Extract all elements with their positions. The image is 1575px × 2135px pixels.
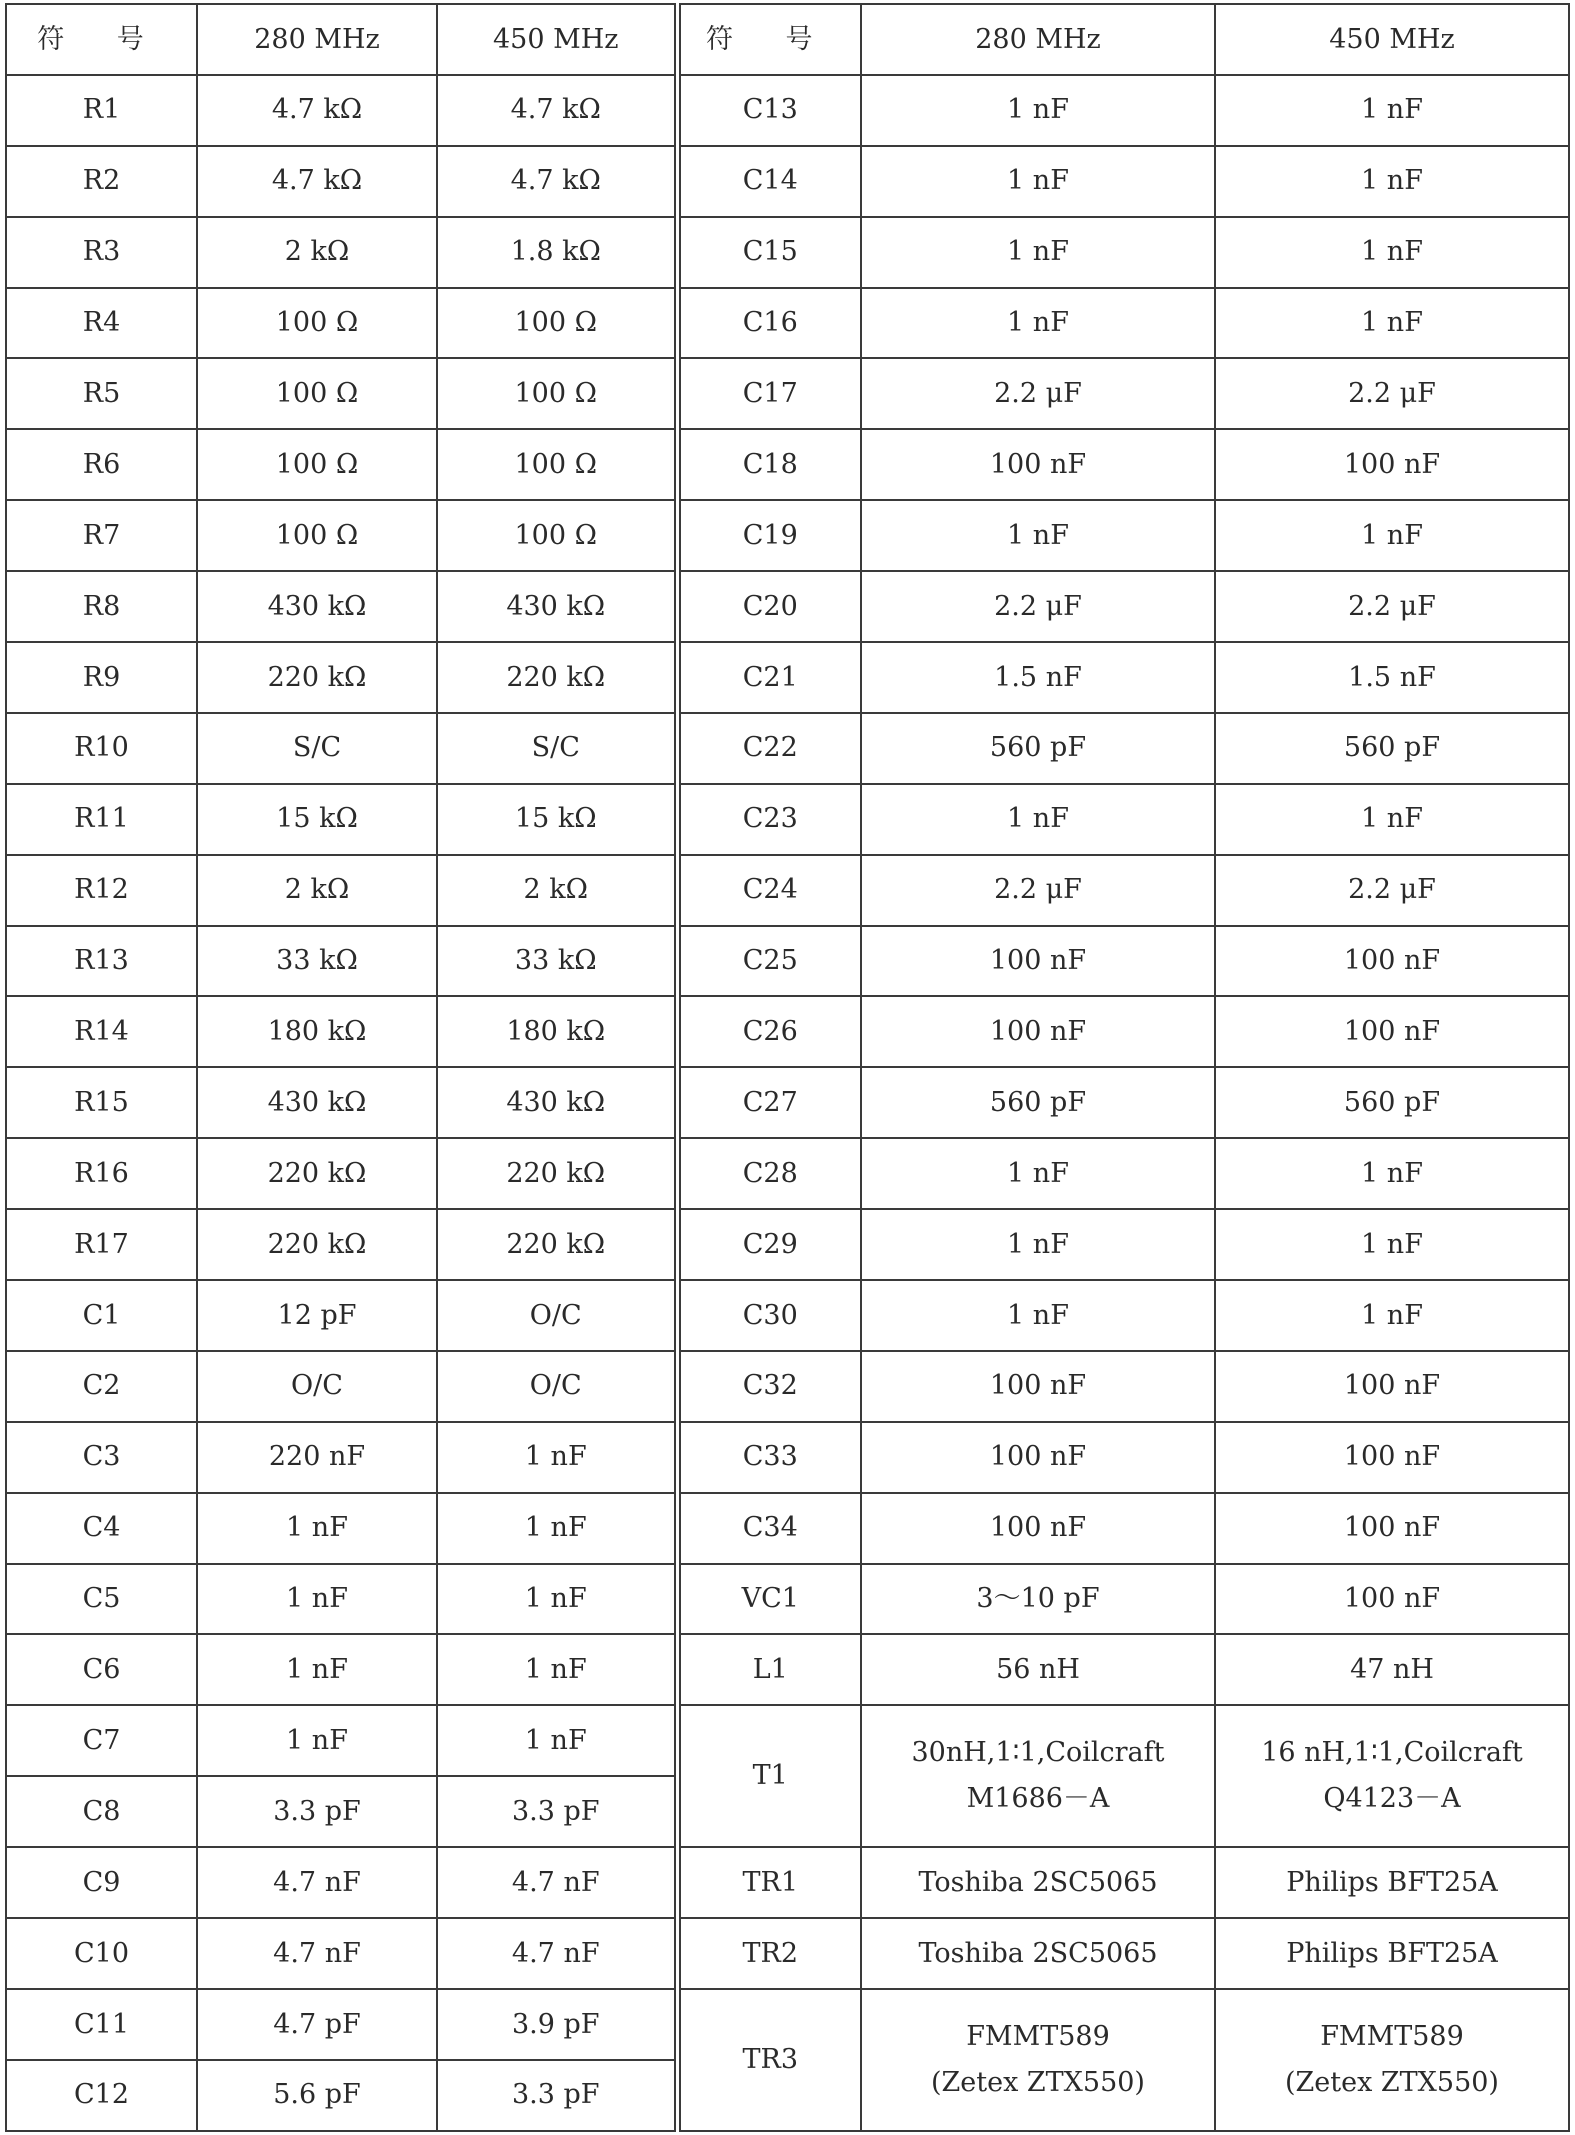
t1-450mhz-cell-line: Q4123－A: [1323, 1783, 1461, 1815]
left-280mhz-cell: 1 nF: [197, 1493, 437, 1564]
left-symbol-cell: C6: [6, 1634, 197, 1705]
right-450mhz-cell: 2.2 μF: [1215, 358, 1569, 429]
right-450mhz-cell: 100 nF: [1215, 1422, 1569, 1493]
right-280mhz-cell: 3～10 pF: [861, 1564, 1215, 1635]
tr3-symbol-cell-line: TR3: [742, 2043, 799, 2075]
tr2-280mhz-cell: Toshiba 2SC5065: [861, 1918, 1215, 1989]
left-280mhz-cell: 1 nF: [197, 1634, 437, 1705]
left-450mhz-cell: 180 kΩ: [437, 996, 677, 1067]
left-symbol-cell: R1: [6, 75, 197, 146]
left-symbol-cell: C2: [6, 1351, 197, 1422]
table-row: [6, 288, 1569, 359]
right-280mhz-cell: 1 nF: [861, 784, 1215, 855]
right-280mhz-cell: 560 pF: [861, 713, 1215, 784]
tr3-450mhz-cell-line: (Zetex ZTX550): [1285, 2066, 1499, 2098]
left-450mhz-cell: 1 nF: [437, 1422, 677, 1493]
tr3-280mhz-cell-line: (Zetex ZTX550): [931, 2066, 1145, 2098]
left-450mhz-cell: 3.3 pF: [437, 2060, 677, 2131]
right-450mhz-cell: 1.5 nF: [1215, 642, 1569, 713]
left-450mhz-cell: 1 nF: [437, 1564, 677, 1635]
table-row: [6, 996, 1569, 1067]
left-symbol-cell: C3: [6, 1422, 197, 1493]
right-symbol-cell: C23: [677, 784, 861, 855]
right-280mhz-cell: 1 nF: [861, 500, 1215, 571]
left-symbol-cell: R10: [6, 713, 197, 784]
table-row: [6, 1564, 1569, 1635]
left-280mhz-cell: 100 Ω: [197, 500, 437, 571]
right-450mhz-cell: 100 nF: [1215, 429, 1569, 500]
left-450mhz-cell: 2 kΩ: [437, 855, 677, 926]
left-280mhz-cell: 4.7 pF: [197, 1989, 437, 2060]
right-450mhz-cell: 100 nF: [1215, 1564, 1569, 1635]
right-450mhz-cell: 560 pF: [1215, 713, 1569, 784]
left-450mhz-cell: O/C: [437, 1280, 677, 1351]
table-row: [6, 1209, 1569, 1280]
right-280mhz-cell: 1 nF: [861, 288, 1215, 359]
right-symbol-cell: VC1: [677, 1564, 861, 1635]
tr2-450mhz-cell: Philips BFT25A: [1215, 1918, 1569, 1989]
left-280mhz-cell: 3.3 pF: [197, 1776, 437, 1847]
right-450mhz-cell: 1 nF: [1215, 784, 1569, 855]
right-450mhz-cell: 100 nF: [1215, 996, 1569, 1067]
table-row: [6, 1280, 1569, 1351]
right-symbol-cell: C30: [677, 1280, 861, 1351]
left-450mhz-cell: O/C: [437, 1351, 677, 1422]
table-row: [6, 75, 1569, 146]
table-row: [6, 500, 1569, 571]
table-row: [6, 571, 1569, 642]
header-row: [6, 4, 1569, 75]
left-280mhz-cell: 4.7 nF: [197, 1847, 437, 1918]
right-280mhz-cell: 100 nF: [861, 1351, 1215, 1422]
left-280mhz-cell: 430 kΩ: [197, 1067, 437, 1138]
right-280mhz-cell: 1 nF: [861, 75, 1215, 146]
t1-symbol-cell-line: T1: [752, 1760, 788, 1792]
right-symbol-cell: C32: [677, 1351, 861, 1422]
table-row: [6, 217, 1569, 288]
right-280mhz-cell: 2.2 μF: [861, 358, 1215, 429]
right-symbol-cell: L1: [677, 1634, 861, 1705]
left-450mhz-cell: 100 Ω: [437, 358, 677, 429]
left-450mhz-cell: 220 kΩ: [437, 1209, 677, 1280]
tr1-450mhz-cell: Philips BFT25A: [1215, 1847, 1569, 1918]
right-symbol-cell: C22: [677, 713, 861, 784]
tr3-symbol-cell: [677, 1989, 861, 2131]
t1-450mhz-cell: [1215, 1705, 1569, 1847]
right-symbol-cell: C13: [677, 75, 861, 146]
right-450mhz-cell: 100 nF: [1215, 926, 1569, 997]
right-450mhz-cell: 1 nF: [1215, 217, 1569, 288]
left-symbol-cell: C7: [6, 1705, 197, 1776]
left-450mhz-cell: 33 kΩ: [437, 926, 677, 997]
table-row: [6, 1634, 1569, 1705]
table-row: [6, 1351, 1569, 1422]
table-row: [6, 926, 1569, 997]
tr3-280mhz-cell: [861, 1989, 1215, 2131]
left-280mhz-cell: 33 kΩ: [197, 926, 437, 997]
left-450mhz-cell: 1 nF: [437, 1634, 677, 1705]
right-280mhz-cell: 100 nF: [861, 1493, 1215, 1564]
left-280mhz-cell: 100 Ω: [197, 288, 437, 359]
right-symbol-cell: C25: [677, 926, 861, 997]
tr1-280mhz-cell: Toshiba 2SC5065: [861, 1847, 1215, 1918]
right-450mhz-cell: 560 pF: [1215, 1067, 1569, 1138]
right-symbol-cell: C28: [677, 1138, 861, 1209]
right-280mhz-cell: 2.2 μF: [861, 571, 1215, 642]
left-280mhz-cell: 220 nF: [197, 1422, 437, 1493]
right-280mhz-cell: 1 nF: [861, 1209, 1215, 1280]
right-symbol-cell: C21: [677, 642, 861, 713]
right-symbol-cell: C27: [677, 1067, 861, 1138]
left-symbol-cell: R12: [6, 855, 197, 926]
left-280mhz-cell: S/C: [197, 713, 437, 784]
table-row: [6, 1705, 1569, 1776]
left-450mhz-cell: 3.9 pF: [437, 1989, 677, 2060]
right-symbol-cell: C16: [677, 288, 861, 359]
left-symbol-cell: R15: [6, 1067, 197, 1138]
table-row: [6, 429, 1569, 500]
left-freq-450-header: 450 MHz: [437, 4, 677, 75]
left-symbol-cell: R9: [6, 642, 197, 713]
left-symbol-cell: C8: [6, 1776, 197, 1847]
left-450mhz-cell: 220 kΩ: [437, 1138, 677, 1209]
left-450mhz-cell: 4.7 nF: [437, 1847, 677, 1918]
right-280mhz-cell: 1.5 nF: [861, 642, 1215, 713]
table-row: [6, 1989, 1569, 2060]
right-450mhz-cell: 100 nF: [1215, 1493, 1569, 1564]
left-450mhz-cell: 4.7 kΩ: [437, 75, 677, 146]
right-symbol-cell: C19: [677, 500, 861, 571]
left-symbol-cell: R3: [6, 217, 197, 288]
left-symbol-cell: R8: [6, 571, 197, 642]
left-280mhz-cell: 180 kΩ: [197, 996, 437, 1067]
right-280mhz-cell: 1 nF: [861, 1138, 1215, 1209]
t1-450mhz-cell-line: 16 nH,1∶1,Coilcraft: [1261, 1737, 1523, 1769]
right-450mhz-cell: 47 nH: [1215, 1634, 1569, 1705]
right-280mhz-cell: 100 nF: [861, 429, 1215, 500]
right-280mhz-cell: 1 nF: [861, 1280, 1215, 1351]
left-symbol-cell: R13: [6, 926, 197, 997]
left-symbol-cell: R2: [6, 146, 197, 217]
left-280mhz-cell: 2 kΩ: [197, 217, 437, 288]
left-symbol-cell: C11: [6, 1989, 197, 2060]
left-symbol-cell: C5: [6, 1564, 197, 1635]
left-symbol-cell: C1: [6, 1280, 197, 1351]
table-row: [6, 784, 1569, 855]
left-450mhz-cell: 220 kΩ: [437, 642, 677, 713]
left-280mhz-cell: 2 kΩ: [197, 855, 437, 926]
left-450mhz-cell: 4.7 nF: [437, 1918, 677, 1989]
table-body: [6, 4, 1569, 2131]
table-row: [6, 146, 1569, 217]
right-280mhz-cell: 1 nF: [861, 146, 1215, 217]
right-280mhz-cell: 1 nF: [861, 217, 1215, 288]
left-280mhz-cell: 220 kΩ: [197, 642, 437, 713]
left-280mhz-cell: 220 kΩ: [197, 1138, 437, 1209]
right-280mhz-cell: 100 nF: [861, 996, 1215, 1067]
left-450mhz-cell: 430 kΩ: [437, 1067, 677, 1138]
left-280mhz-cell: 430 kΩ: [197, 571, 437, 642]
left-450mhz-cell: 100 Ω: [437, 288, 677, 359]
left-symbol-cell: R4: [6, 288, 197, 359]
right-symbol-cell: C20: [677, 571, 861, 642]
right-280mhz-cell: 100 nF: [861, 926, 1215, 997]
left-450mhz-cell: 1 nF: [437, 1705, 677, 1776]
left-symbol-cell: C10: [6, 1918, 197, 1989]
left-280mhz-cell: 5.6 pF: [197, 2060, 437, 2131]
right-450mhz-cell: 1 nF: [1215, 75, 1569, 146]
t1-symbol-cell: [677, 1705, 861, 1847]
left-450mhz-cell: S/C: [437, 713, 677, 784]
left-280mhz-cell: 220 kΩ: [197, 1209, 437, 1280]
right-280mhz-cell: 560 pF: [861, 1067, 1215, 1138]
left-symbol-cell: R5: [6, 358, 197, 429]
left-symbol-cell: R11: [6, 784, 197, 855]
right-freq-280-header: 280 MHz: [861, 4, 1215, 75]
left-280mhz-cell: 1 nF: [197, 1564, 437, 1635]
table-row: [6, 642, 1569, 713]
left-symbol-cell: R6: [6, 429, 197, 500]
right-symbol-cell: C15: [677, 217, 861, 288]
right-450mhz-cell: 1 nF: [1215, 1209, 1569, 1280]
right-symbol-cell: C29: [677, 1209, 861, 1280]
table-row: [6, 855, 1569, 926]
left-symbol-cell: R16: [6, 1138, 197, 1209]
left-280mhz-cell: 4.7 kΩ: [197, 146, 437, 217]
left-280mhz-cell: 1 nF: [197, 1705, 437, 1776]
left-280mhz-cell: 12 pF: [197, 1280, 437, 1351]
left-freq-280-header: 280 MHz: [197, 4, 437, 75]
left-450mhz-cell: 4.7 kΩ: [437, 146, 677, 217]
right-450mhz-cell: 1 nF: [1215, 500, 1569, 571]
table-row: [6, 358, 1569, 429]
tr3-450mhz-cell-line: FMMT589: [1320, 2020, 1464, 2052]
right-symbol-cell: C33: [677, 1422, 861, 1493]
left-450mhz-cell: 430 kΩ: [437, 571, 677, 642]
right-280mhz-cell: 100 nF: [861, 1422, 1215, 1493]
table-row: [6, 1847, 1569, 1918]
right-450mhz-cell: 2.2 μF: [1215, 855, 1569, 926]
left-450mhz-cell: 15 kΩ: [437, 784, 677, 855]
left-symbol-cell: R17: [6, 1209, 197, 1280]
tr3-450mhz-cell: [1215, 1989, 1569, 2131]
right-450mhz-cell: 1 nF: [1215, 146, 1569, 217]
right-symbol-cell: C34: [677, 1493, 861, 1564]
left-280mhz-cell: 4.7 kΩ: [197, 75, 437, 146]
right-symbol-cell: C14: [677, 146, 861, 217]
left-symbol-header: 符 号: [6, 4, 197, 75]
left-symbol-cell: R7: [6, 500, 197, 571]
table-row: [6, 1067, 1569, 1138]
left-280mhz-cell: 100 Ω: [197, 358, 437, 429]
tr3-280mhz-cell-line: FMMT589: [966, 2020, 1110, 2052]
component-values-table: [5, 3, 1570, 2132]
right-280mhz-cell: 2.2 μF: [861, 855, 1215, 926]
t1-280mhz-cell-line: 30nH,1∶1,Coilcraft: [911, 1737, 1165, 1769]
table-row: [6, 713, 1569, 784]
left-symbol-cell: R14: [6, 996, 197, 1067]
left-280mhz-cell: O/C: [197, 1351, 437, 1422]
left-280mhz-cell: 15 kΩ: [197, 784, 437, 855]
left-450mhz-cell: 3.3 pF: [437, 1776, 677, 1847]
right-symbol-header: 符 号: [677, 4, 861, 75]
right-symbol-cell: C24: [677, 855, 861, 926]
t1-280mhz-cell: [861, 1705, 1215, 1847]
right-symbol-cell: C17: [677, 358, 861, 429]
tr1-symbol-cell: TR1: [677, 1847, 861, 1918]
left-symbol-cell: C4: [6, 1493, 197, 1564]
table-row: [6, 1422, 1569, 1493]
right-450mhz-cell: 1 nF: [1215, 288, 1569, 359]
right-450mhz-cell: 2.2 μF: [1215, 571, 1569, 642]
right-450mhz-cell: 100 nF: [1215, 1351, 1569, 1422]
right-symbol-cell: C26: [677, 996, 861, 1067]
right-freq-450-header: 450 MHz: [1215, 4, 1569, 75]
left-symbol-cell: C12: [6, 2060, 197, 2131]
t1-280mhz-cell-line: M1686－A: [966, 1783, 1110, 1815]
tr2-symbol-cell: TR2: [677, 1918, 861, 1989]
left-symbol-cell: C9: [6, 1847, 197, 1918]
left-280mhz-cell: 4.7 nF: [197, 1918, 437, 1989]
right-280mhz-cell: 56 nH: [861, 1634, 1215, 1705]
left-450mhz-cell: 1 nF: [437, 1493, 677, 1564]
table-row: [6, 1918, 1569, 1989]
table-row: [6, 1138, 1569, 1209]
left-450mhz-cell: 100 Ω: [437, 429, 677, 500]
right-450mhz-cell: 1 nF: [1215, 1138, 1569, 1209]
right-symbol-cell: C18: [677, 429, 861, 500]
left-450mhz-cell: 1.8 kΩ: [437, 217, 677, 288]
left-280mhz-cell: 100 Ω: [197, 429, 437, 500]
table-row: [6, 1493, 1569, 1564]
left-450mhz-cell: 100 Ω: [437, 500, 677, 571]
right-450mhz-cell: 1 nF: [1215, 1280, 1569, 1351]
